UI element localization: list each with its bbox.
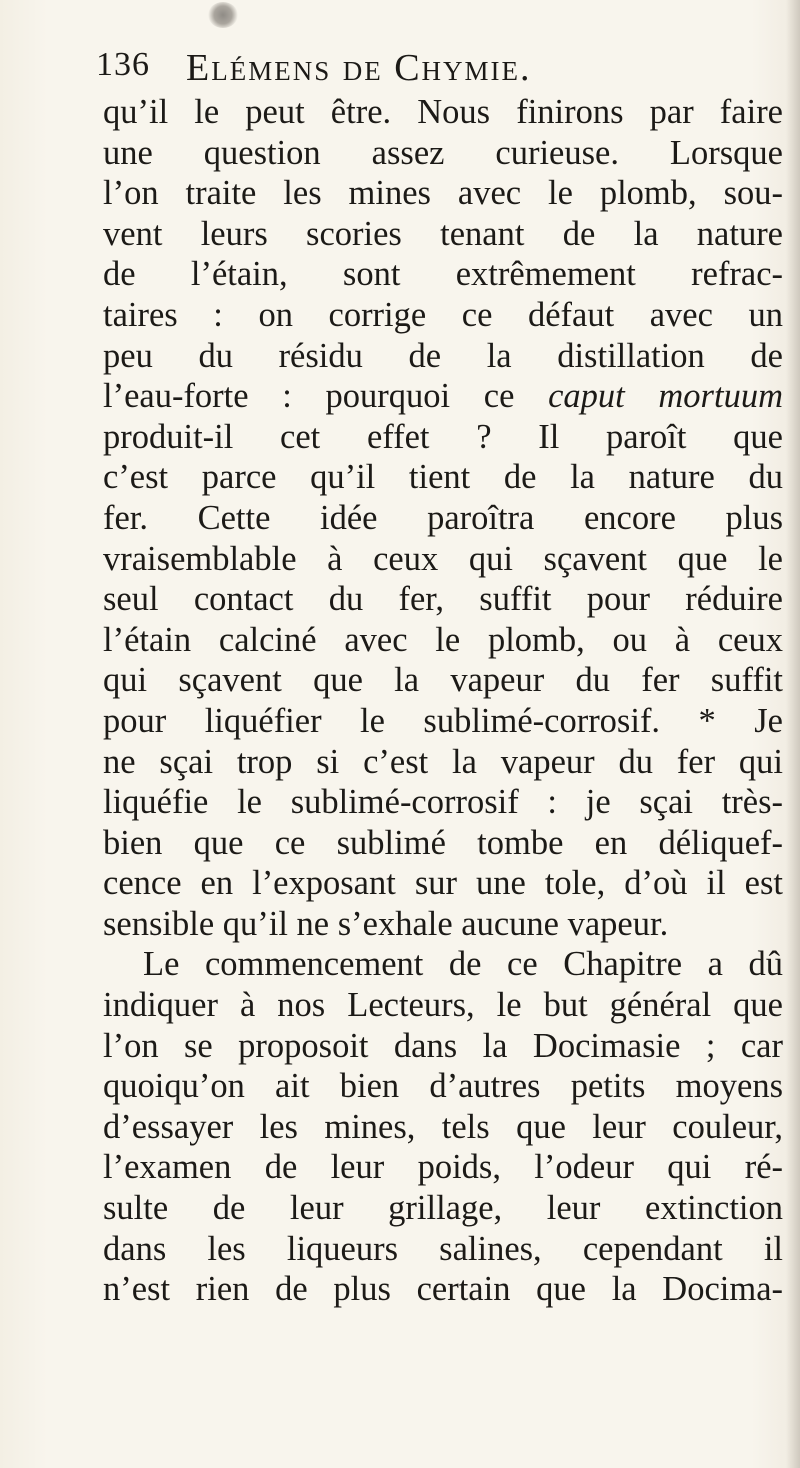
- text-line: d’essayer les mines, tels que leur couleur,: [103, 1107, 783, 1146]
- running-head: [96, 46, 696, 96]
- text-line: l’on se proposoit dans la Docimasie ; car: [103, 1026, 783, 1065]
- text-line: indiquer à nos Lecteurs, le but général que: [103, 986, 783, 1025]
- text-line: l’étain calciné avec le plomb, ou à ceux: [103, 620, 783, 659]
- text-line: bien que ce sublimé tombe en déliquef-: [103, 823, 783, 862]
- text-line: sulte de leur grillage, leur extinction: [103, 1189, 783, 1228]
- text-line: quoiqu’on ait bien d’autres petits moyens: [103, 1067, 783, 1106]
- page-number: 136: [96, 46, 150, 83]
- page-edge-shadow: [786, 0, 800, 1468]
- text-line: l’eau-forte : pourquoi ce caput mortuum: [103, 377, 783, 416]
- text-line: l’examen de leur poids, l’odeur qui ré-: [103, 1148, 783, 1187]
- text-line: peu du résidu de la distillation de: [103, 336, 783, 375]
- text-line: cence en l’exposant sur une tole, d’où il est: [103, 864, 783, 903]
- text-line: seul contact du fer, suffit pour réduire: [103, 580, 783, 619]
- text-line: de l’étain, sont extrêmement refrac-: [103, 255, 783, 294]
- italic-term: caput mortuum: [548, 377, 783, 416]
- text-line: produit-il cet effet ? Il paroît que: [103, 417, 783, 456]
- text-line: Le commencement de ce Chapitre a dû: [143, 945, 783, 984]
- text-line: qui sçavent que la vapeur du fer suffit: [103, 661, 783, 700]
- text-line: taires : on corrige ce défaut avec un: [103, 295, 783, 334]
- running-head-title: Elémens de Chymie.: [186, 47, 532, 89]
- ink-blot-mark: [208, 2, 238, 28]
- text-line: sensible qu’il ne s’exhale aucune vapeur.: [103, 904, 669, 943]
- text-line: c’est parce qu’il tient de la nature du: [103, 458, 783, 497]
- text-line: vent leurs scories tenant de la nature: [103, 214, 783, 253]
- text-line: une question assez curieuse. Lorsque: [103, 133, 783, 172]
- text-line: fer. Cette idée paroîtra encore plus: [103, 498, 783, 537]
- text-line: dans les liqueurs salines, cependant il: [103, 1229, 783, 1268]
- text-line: n’est rien de plus certain que la Docima-: [103, 1270, 783, 1309]
- text-line: qu’il le peut être. Nous finirons par faire: [103, 93, 783, 131]
- text-line: liquéfie le sublimé-corrosif : je sçai très-: [103, 783, 783, 822]
- text-line: vraisemblable à ceux qui sçavent que le: [103, 539, 783, 578]
- text-line: pour liquéfier le sublimé-corrosif. * Je: [103, 701, 783, 740]
- body-text: [103, 92, 783, 1310]
- text-line: ne sçai trop si c’est la vapeur du fer qui: [103, 742, 783, 781]
- text-line: l’on traite les mines avec le plomb, sou-: [103, 174, 783, 213]
